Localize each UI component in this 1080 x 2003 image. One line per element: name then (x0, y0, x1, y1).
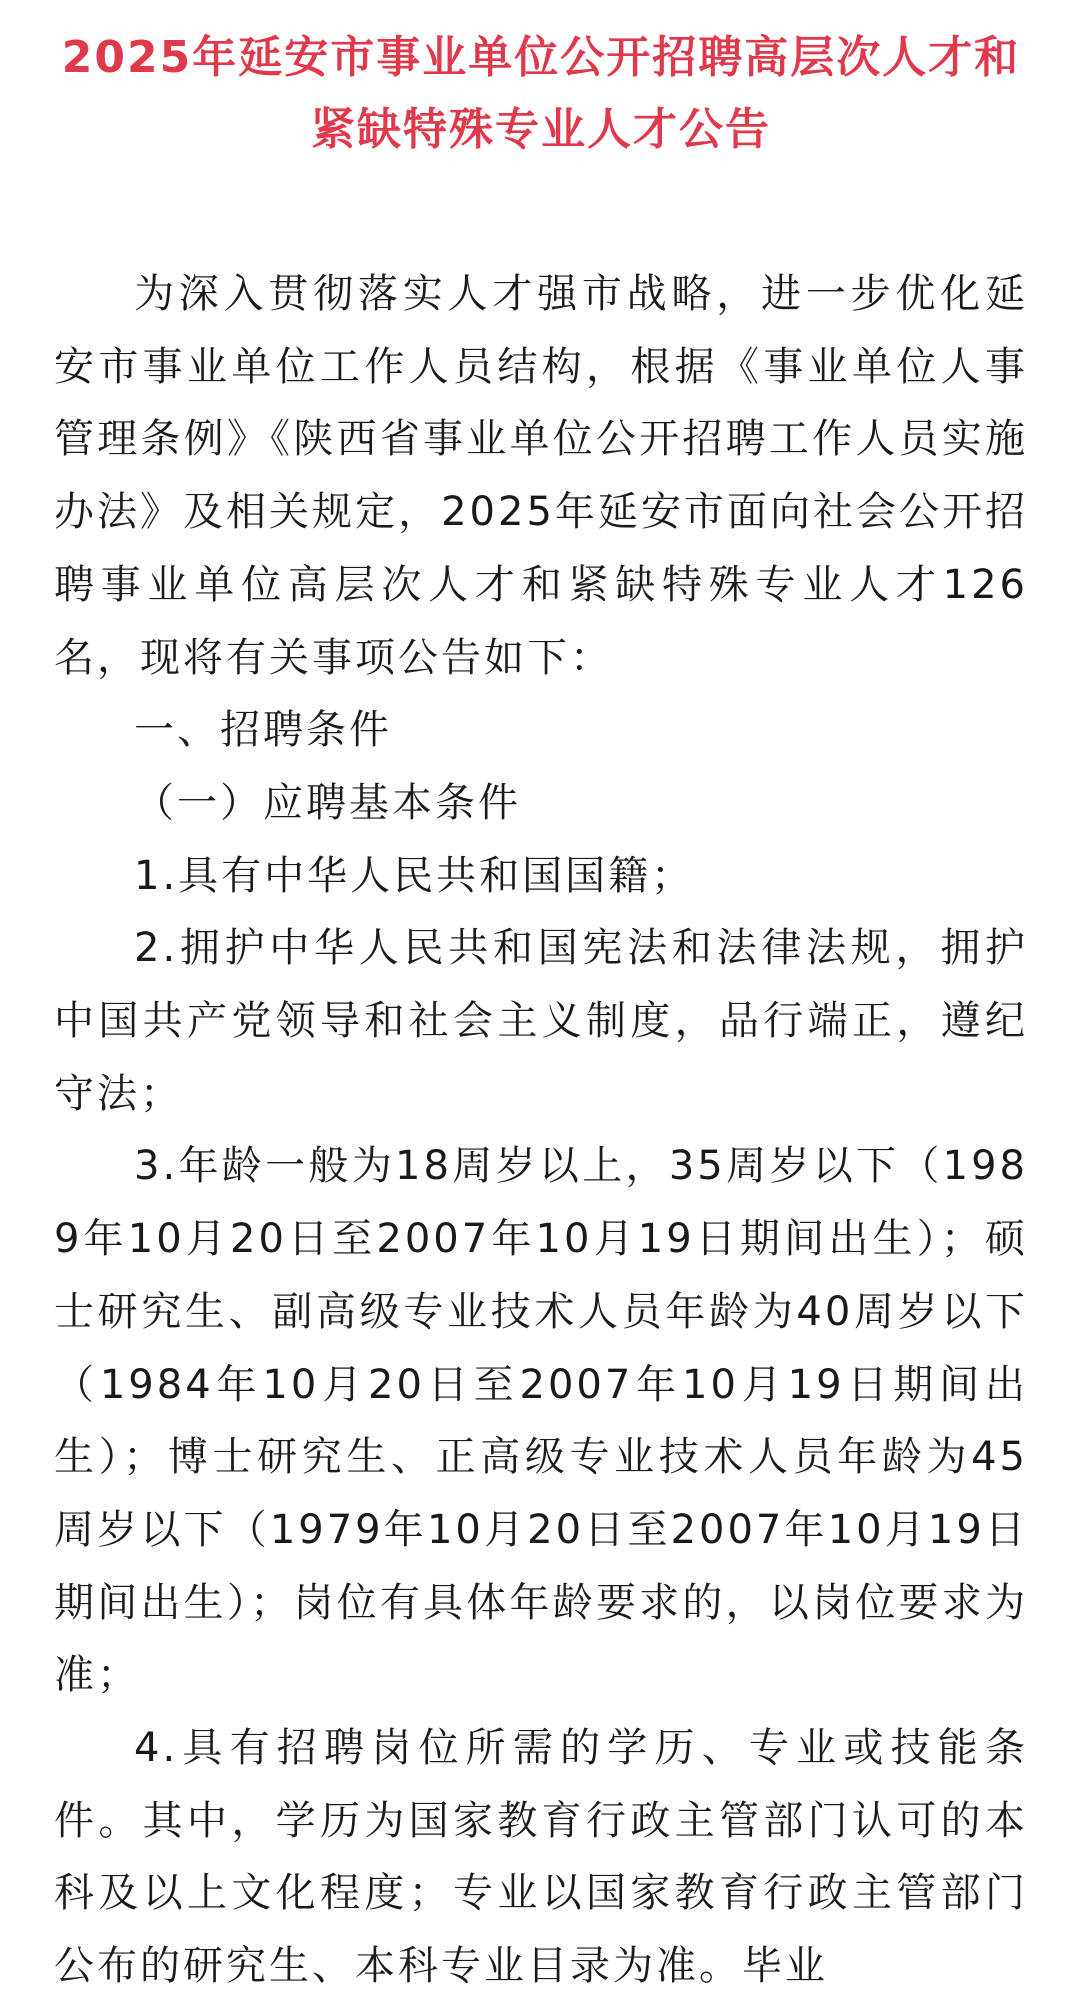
condition-item-3: 3.年龄一般为18周岁以上，35周岁以下（1989年10月20日至2007年10月19日期间出生）；硕士研究生、副高级专业技术人员年龄为40周岁以下（1984年10月20日至2007年10月19日期间出生）；博士研究生、正高级专业技术人员年龄为45周岁以下（1979年10月20日至2007年10月19日期间出生）；岗位有具体年龄要求的，以岗位要求为准； (54, 1143, 1028, 1699)
condition-item-2: 2.拥护中华人民共和国宪法和法律法规，拥护中国共产党领导和社会主义制度，品行端正，遵纪守法； (54, 925, 1028, 1117)
subsection-heading-basic-conditions: （一）应聘基本条件 (134, 779, 521, 826)
document-body (54, 258, 1028, 2003)
condition-item-1: 1.具有中华人民共和国国籍； (134, 852, 695, 899)
section-heading-recruitment-conditions: 一、招聘条件 (134, 707, 392, 754)
condition-item-4: 4.具有招聘岗位所需的学历、专业或技能条件。其中，学历为国家教育行政主管部门认可的本科及以上文化程度；专业以国家教育行政主管部门公布的研究生、本科专业目录为准。毕业 (54, 1725, 1028, 1990)
document-title: 2025年延安市事业单位公开招聘高层次人才和紧缺特殊专业人才公告 (61, 32, 1021, 155)
intro-paragraph: 为深入贯彻落实人才强市战略，进一步优化延安市事业单位工作人员结构，根据《事业单位人事管理条例》《陕西省事业单位公开招聘工作人员实施办法》及相关规定，2025年延安市面向社会公开招聘事业单位高层次人才和紧缺特殊专业人才126名，现将有关事项公告如下： (54, 271, 1028, 681)
